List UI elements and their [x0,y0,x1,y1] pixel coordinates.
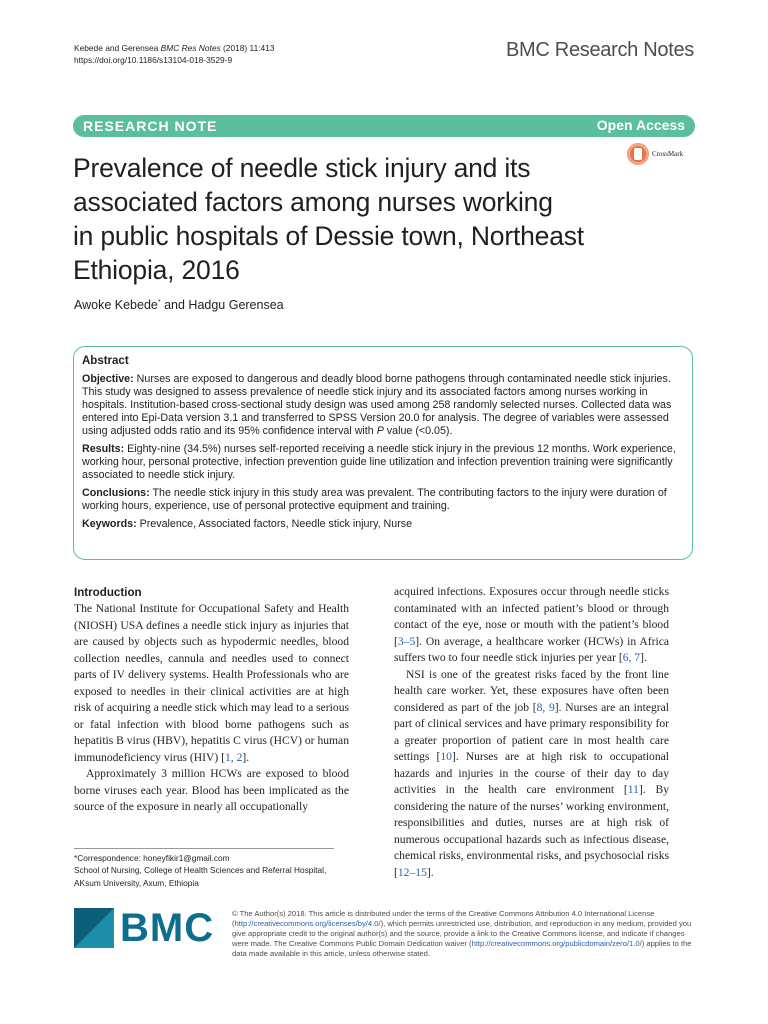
title-line: Prevalence of needle stick injury and its [73,153,531,183]
corresponding-author-mark[interactable]: * [157,298,161,306]
paragraph-text: ]. [426,865,434,879]
reference-link[interactable]: 12–15 [397,865,427,879]
bmc-logo [74,908,214,948]
paragraph-text: ]. Nurses are an integral part of clinical services and have primary responsibility for a greater proportion of patient care in most health care settings [ [394,700,669,763]
paragraph-text: The National Institute for Occupational Safety and Health (NIOSH) USA defines a needle stick injury as injuries that are caused by objects such as hypodermic needles, blood collection needles, cannula and needles used to connect parts of IV delivery systems. Health Professionals who are exposed to needles in their clinical activities are at high risk of acquiring a needle stick which may lead to a serious or fatal infection with blood borne pathogens such as hepatitis B virus (HBV), hepatitis C virus (HCV) or human immunodeficiency virus (HIV) [ [74,602,350,764]
paragraph-text: ]. By considering the nature of the nurses’ working environment, responsibilities and duties, nurses are at high risk of numerous occupational hazards such as infectious disease, chemical risks, environmental risks, and psychosocial risks [ [394,783,669,879]
affiliation-line: AKsum University, Axum, Ethiopia [74,877,199,888]
license-text: ) applies to the data made available in this article, unless otherwise stated. [232,939,692,958]
citation-year: (2018) 11:413 [223,43,275,53]
reference-link[interactable]: 11 [627,783,639,796]
keywords-label: Keywords: [82,518,137,530]
paragraph-text: acquired infections. Exposures occur through needle sticks contaminated with an infected patient’s blood or through contact of the eye, nose or mouth with the patient’s blood [ [394,585,669,648]
objective-label: Objective: [82,373,134,385]
paragraph-text: ]. [242,750,250,764]
abstract-keywords [82,518,680,531]
abstract-results [82,443,680,482]
article-citation [74,43,275,66]
reference-link[interactable]: 6, 7 [622,651,641,664]
body-paragraph: Approximately 3 million HCWs are exposed to blood borne viruses each year. Blood has been implicated as the source of the exposure in nearly all occupationally [74,767,349,813]
crossmark-label: CrossMark [652,150,684,158]
conclusions-text: The needle stick injury in this study area was prevalent. The contributing factors to the injury were duration of working hours, experience, use of personal protective equipment and training. [82,487,667,512]
results-label: Results: [82,443,125,455]
open-access-badge: Open Access [596,117,685,133]
title-line: Ethiopia, 2016 [73,255,240,285]
p-symbol: P [376,425,384,437]
citation-journal: BMC Res Notes [160,43,221,53]
license-text: © The Author(s) 2018. This article is distributed under the terms of the Creative Commons Attribution 4.0 International License ( [232,909,655,928]
section-heading: Introduction [74,586,142,599]
body-paragraph [74,601,349,766]
title-line: associated factors among nurses working [73,187,553,217]
license-text: ), which permits unrestricted use, distribution, and reproduction in any medium, provided you give appropriate credit to the original author(s) and the source, provide a link to the Creative Commons license, and indicate if changes were made. The Creative Commons Public Domain Dedication waiver ( [232,919,692,948]
reference-link[interactable]: 1, 2 [225,750,243,764]
crossmark-button[interactable] [627,143,697,167]
paragraph-text: ]. [640,651,647,664]
reference-link[interactable]: 8, 9 [536,700,555,714]
bmc-logo-icon [74,908,114,948]
author-name: Awoke Kebede [74,298,158,312]
author-name: and Hadgu Gerensea [160,298,284,312]
paragraph-text: NSI is one of the greatest risks faced by the front line health care worker. Yet, these exposures have often been considered as part of the job [ [394,667,669,714]
body-column-left [74,585,349,816]
journal-name: BMC Research Notes [506,39,694,61]
correspondence-note [74,848,334,889]
article-type-banner [73,115,695,137]
author-list [74,298,284,312]
objective-text: Nurses are exposed to dangerous and deadly blood borne pathogens through contaminated needle stick injuries. This study was designed to assess prevalence of needle stick injury and its associated factors among nurses working in hospitals. Institution-based cross-sectional study design was used among 258 randomly selected nurses. Collected data was entered into Epi-Data version 3.1 and transferred to SPSS Version 20.0 for analysis. The degree of variables were assessed using adjusted odds ratio and its 95% confidence interval with [82,373,672,437]
abstract-box [73,346,693,560]
body-paragraph [394,584,669,667]
body-paragraph [394,667,669,882]
results-text: Eighty-nine (34.5%) nurses self-reported receiving a needle stick injury in the previous 12 months. Work experience, working hour, personal protective, infection prevention guide line utilization and infection prevention training were significantly associated to needle stick injury. [82,443,676,481]
abstract-heading: Abstract [82,355,129,367]
doi-link[interactable]: https://doi.org/10.1186/s13104-018-3529-9 [74,54,233,65]
abstract-objective [82,373,680,438]
reference-link[interactable]: 10 [440,750,452,763]
article-title [73,151,633,287]
citation-authors: Kebede and Gerensea [74,43,159,53]
article-type-label: RESEARCH NOTE [83,118,218,134]
paragraph-text: ]. Nurses are at high risk to occupational hazards and injuries in the course of their day to day activities in the health care environment [ [394,750,669,796]
license-link[interactable]: http://creativecommons.org/licenses/by/4.0/ [234,919,381,928]
title-line: in public hospitals of Dessie town, Northeast [73,221,584,251]
body-column-right [394,584,669,881]
conclusions-label: Conclusions: [82,487,150,499]
bmc-logo-text: BMC [120,906,215,950]
license-statement [232,909,694,959]
affiliation-line: School of Nursing, College of Health Sciences and Referral Hospital, [74,865,327,876]
keywords-text: Prevalence, Associated factors, Needle stick injury, Nurse [136,518,413,530]
license-link[interactable]: http://creativecommons.org/publicdomain/zero/1.0/ [471,939,642,948]
paragraph-text: ]. On average, a healthcare worker (HCWs) in Africa suffers two to four needle stick injuries per year [ [394,634,669,664]
reference-link[interactable]: 3–5 [397,634,416,648]
objective-end: value (<0.05). [383,425,453,437]
abstract-conclusions [82,487,680,513]
correspondence-email: *Correspondence: honeyfikir1@gmail.com [74,853,230,863]
